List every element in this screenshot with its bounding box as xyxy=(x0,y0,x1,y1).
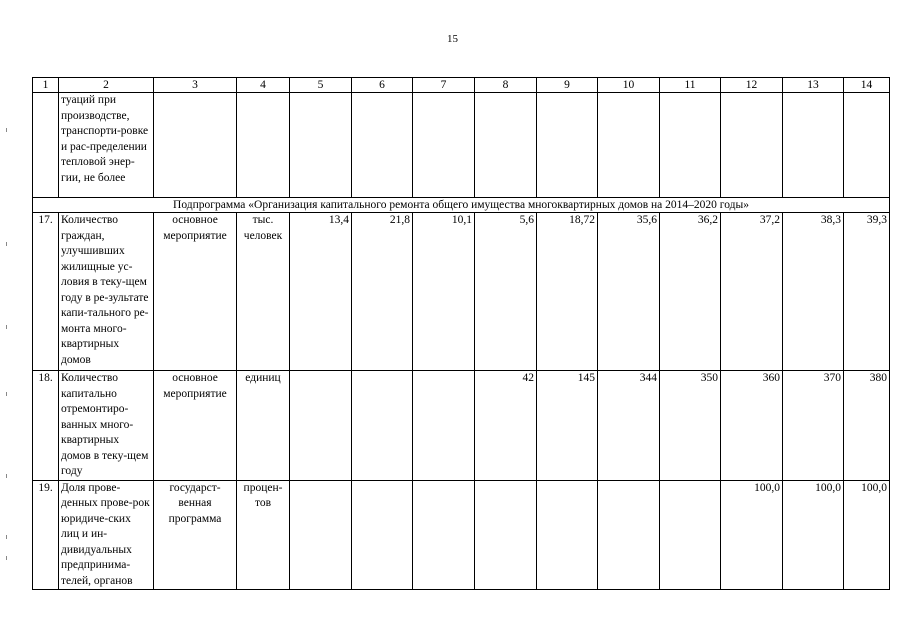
unit-cell: единиц xyxy=(237,371,290,481)
row-index-cell xyxy=(33,93,59,198)
subprogram-title: Подпрограмма «Организация капитального ремонта общего имущества многоквартирных домов на 2014–2020 годы» xyxy=(33,198,890,213)
value-cell: 344 xyxy=(598,371,660,481)
page-number: 15 xyxy=(447,33,458,45)
column-header: 5 xyxy=(290,78,352,93)
value-cell: 35,6 xyxy=(598,213,660,371)
value-cell xyxy=(660,480,721,590)
value-cell: 100,0 xyxy=(783,480,844,590)
value-cell xyxy=(352,93,413,198)
value-cell xyxy=(290,480,352,590)
type-cell: государст-венная программа xyxy=(154,480,237,590)
value-cell: 100,0 xyxy=(844,480,890,590)
indicator-name-cell: Количество граждан, улучшивших жилищные ус-ловия в теку-щем году в ре-зультате капи-тального ре-монта много-квартирных домов xyxy=(59,213,154,371)
value-cell xyxy=(844,93,890,198)
value-cell xyxy=(598,480,660,590)
value-cell: 100,0 xyxy=(721,480,783,590)
value-cell xyxy=(413,371,475,481)
column-header: 6 xyxy=(352,78,413,93)
indicators-table xyxy=(32,77,890,590)
type-cell xyxy=(154,93,237,198)
value-cell: 42 xyxy=(475,371,537,481)
section-header-row xyxy=(33,198,890,213)
indicator-name-cell: Доля прове-денных прове-рок юридиче-ских лиц и ин-дивидуальных предпринима-телей, органов xyxy=(59,480,154,590)
value-cell: 21,8 xyxy=(352,213,413,371)
value-cell: 18,72 xyxy=(537,213,598,371)
value-cell xyxy=(537,480,598,590)
value-cell xyxy=(783,93,844,198)
value-cell xyxy=(413,480,475,590)
value-cell xyxy=(660,93,721,198)
indicator-name-cell: Количество капитально отремонтиро-ванных много-квартирных домов в теку-щем году xyxy=(59,371,154,481)
column-header: 10 xyxy=(598,78,660,93)
value-cell xyxy=(598,93,660,198)
type-cell: основное мероприятие xyxy=(154,213,237,371)
unit-cell: процен-тов xyxy=(237,480,290,590)
row-index-cell: 19. xyxy=(33,480,59,590)
column-header: 3 xyxy=(154,78,237,93)
column-header: 11 xyxy=(660,78,721,93)
table-row-continued xyxy=(33,93,890,198)
value-cell: 39,3 xyxy=(844,213,890,371)
value-cell xyxy=(475,93,537,198)
value-cell: 13,4 xyxy=(290,213,352,371)
value-cell xyxy=(290,371,352,481)
column-header: 2 xyxy=(59,78,154,93)
value-cell: 370 xyxy=(783,371,844,481)
value-cell: 37,2 xyxy=(721,213,783,371)
unit-cell xyxy=(237,93,290,198)
value-cell: 380 xyxy=(844,371,890,481)
table-row xyxy=(33,213,890,371)
value-cell xyxy=(352,480,413,590)
value-cell xyxy=(352,371,413,481)
row-index-cell: 17. xyxy=(33,213,59,371)
value-cell: 36,2 xyxy=(660,213,721,371)
column-number-header-row xyxy=(33,78,890,93)
column-header: 12 xyxy=(721,78,783,93)
column-header: 8 xyxy=(475,78,537,93)
value-cell: 38,3 xyxy=(783,213,844,371)
row-index-cell: 18. xyxy=(33,371,59,481)
value-cell xyxy=(721,93,783,198)
type-cell: основное мероприятие xyxy=(154,371,237,481)
table-row xyxy=(33,371,890,481)
column-header: 1 xyxy=(33,78,59,93)
value-cell xyxy=(413,93,475,198)
value-cell: 5,6 xyxy=(475,213,537,371)
value-cell xyxy=(475,480,537,590)
value-cell: 145 xyxy=(537,371,598,481)
column-header: 7 xyxy=(413,78,475,93)
column-header: 9 xyxy=(537,78,598,93)
value-cell: 350 xyxy=(660,371,721,481)
column-header: 13 xyxy=(783,78,844,93)
unit-cell: тыс. человек xyxy=(237,213,290,371)
value-cell: 10,1 xyxy=(413,213,475,371)
value-cell xyxy=(290,93,352,198)
column-header: 14 xyxy=(844,78,890,93)
value-cell: 360 xyxy=(721,371,783,481)
value-cell xyxy=(537,93,598,198)
table-row xyxy=(33,480,890,590)
column-header: 4 xyxy=(237,78,290,93)
indicator-name-cell: туаций при производстве, транспорти-ровке и рас-пределении тепловой энер-гии, не более xyxy=(59,93,154,198)
